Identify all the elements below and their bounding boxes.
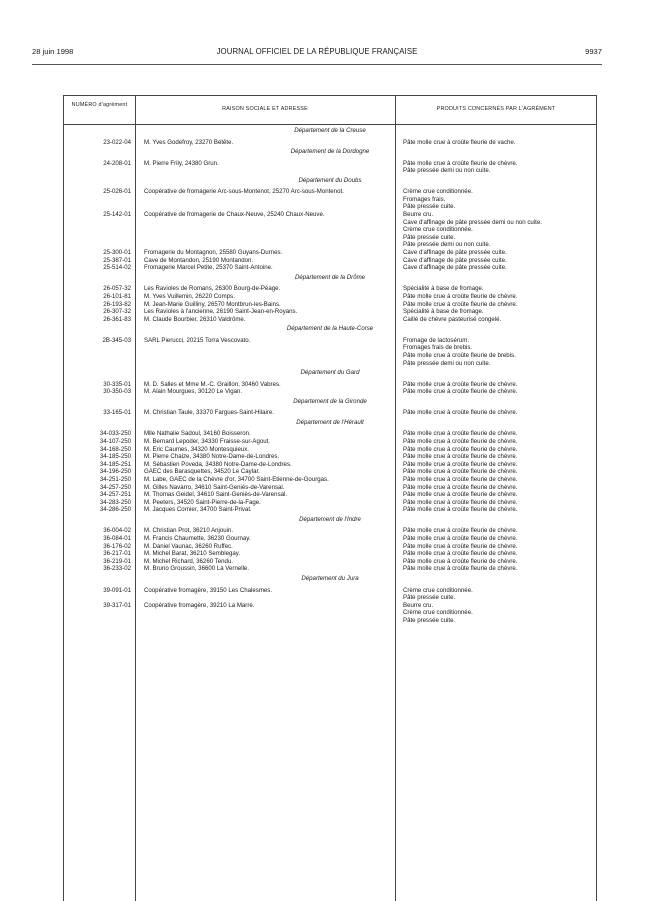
product-item: Crème crue conditionnée. [403, 226, 473, 234]
approval-number: 36-004-02 [103, 527, 131, 535]
product-item: Caillé de chèvre pasteurisé congelé. [403, 315, 502, 323]
products-list [403, 602, 593, 625]
table-row [64, 491, 596, 499]
approval-number: 23-022-04 [103, 138, 131, 146]
products-list [403, 430, 593, 438]
table-row [64, 285, 596, 293]
product-item: Pâte pressée demi ou non cuite. [403, 167, 491, 175]
table-row [64, 461, 596, 469]
company-address: M. Pierre Chaize, 34380 Notre-Dame-de-Londres. [144, 453, 280, 461]
products-list [403, 499, 593, 507]
department-heading: Département de la Gironde [293, 397, 367, 405]
department-heading: Département de la Drôme [294, 273, 366, 281]
products-list [403, 316, 593, 324]
approval-number: 34-168-250 [99, 445, 131, 453]
company-address: M. Bruno Groussin, 36600 La Vernelle. [144, 565, 250, 573]
approval-number: 34-196-250 [99, 468, 131, 476]
product-item: Spécialité à base de fromage. [403, 285, 484, 293]
department-heading: Département de l'Indre [299, 515, 361, 523]
department-heading: Département du Gard [300, 369, 360, 377]
product-item: Pâte molle crue à croûte fleurie de chèvre. [403, 159, 518, 167]
product-item: Pâte molle crue à croûte fleurie de chèvre. [403, 300, 518, 308]
table-row [64, 476, 596, 484]
products-list [403, 587, 593, 602]
product-item: Fromage de lactosérum. [403, 336, 470, 344]
company-address: M. Pierre Frily, 24380 Grun. [144, 159, 219, 167]
company-address: Coopérative de fromagerie Arc-sous-Montenot, 25270 Arc-sous-Montenot. [144, 188, 344, 196]
products-list [403, 211, 593, 249]
table-row [64, 535, 596, 543]
approval-number: 26-057-32 [103, 285, 131, 293]
page-number: 9937 [585, 47, 602, 56]
product-item: Cave d'affinage de pâte pressée cuite. [403, 249, 507, 257]
products-list [403, 139, 593, 147]
approval-number: 30-335-01 [103, 380, 131, 388]
company-address: M. Michel Richard, 36260 Tendu. [144, 557, 233, 565]
product-item: Beurre cru. [403, 211, 434, 219]
product-item: Pâte molle crue à croûte fleurie de chèvre. [403, 527, 518, 535]
product-item: Pâte molle crue à croûte fleurie de chèvre. [403, 292, 518, 300]
products-list [403, 409, 593, 417]
table-row [64, 468, 596, 476]
journal-title: JOURNAL OFFICIEL DE LA RÉPUBLIQUE FRANÇAISE [216, 47, 418, 56]
company-address: M. Alain Mourgues, 30120 Le Vigan. [144, 388, 243, 396]
product-item: Pâte molle crue à croûte fleurie de chèvre. [403, 409, 518, 417]
product-item: Pâte pressée demi ou non cuite. [403, 241, 491, 249]
approval-number: 25-514-02 [103, 264, 131, 272]
products-list [403, 550, 593, 558]
table-row [64, 527, 596, 535]
table-body [64, 125, 596, 625]
products-list [403, 257, 593, 265]
products-list [403, 484, 593, 492]
table-row [64, 249, 596, 257]
products-list [403, 249, 593, 257]
product-item: Pâte molle crue à croûte fleurie de chèvre. [403, 535, 518, 543]
products-list [403, 527, 593, 535]
products-list [403, 160, 593, 175]
products-list [403, 446, 593, 454]
product-item: Pâte molle crue à croûte fleurie de brebis. [403, 351, 516, 359]
approval-number: 34-033-250 [99, 430, 131, 438]
approval-number: 2B-345-03 [102, 336, 131, 344]
product-item: Crème crue conditionnée. [403, 188, 473, 196]
company-address: Coopérative fromagère, 39210 La Marre. [144, 601, 255, 609]
company-address: Coopérative de fromagerie de Chaux-Neuve, 25240 Chaux-Neuve. [144, 211, 325, 219]
table-row [64, 211, 596, 249]
table-row [64, 337, 596, 367]
products-list [403, 285, 593, 293]
company-address: M. D. Salles et Mme M.-C. Graillon, 30460 Vabres. [144, 380, 281, 388]
company-address: M. Peeters, 34520 Saint-Pierre-de-la-Fage. [144, 498, 261, 506]
product-item: Pâte molle crue à croûte fleurie de chèvre. [403, 438, 518, 446]
company-address: M. Daniel Vaunac, 36260 Ruffec. [144, 542, 233, 550]
table-row [64, 587, 596, 602]
table-row [64, 188, 596, 211]
page-header [32, 47, 602, 61]
company-address: Fromagerie du Montagnon, 25580 Guyans-Durnes. [144, 249, 283, 257]
product-item: Pâte pressée cuite. [403, 233, 456, 241]
approval-number: 33-165-01 [103, 409, 131, 417]
approval-number: 34-283-250 [99, 498, 131, 506]
approval-number: 36-084-01 [103, 535, 131, 543]
product-item: Cave d'affinage de pâte pressée demi ou non cuite. [403, 218, 542, 226]
company-address: M. Claude Bourbier, 26310 Valdrôme. [144, 315, 246, 323]
approval-number: 36-233-02 [103, 565, 131, 573]
table-row [64, 438, 596, 446]
approval-number: 25-387-01 [103, 256, 131, 264]
products-list [403, 337, 593, 367]
department-heading: Département de l'Hérault [296, 418, 364, 426]
product-item: Fromages frais de brebis. [403, 344, 473, 352]
product-item: Pâte molle crue à croûte fleurie de chèvre. [403, 542, 518, 550]
column-header-number: NUMÉRO d'agrément [71, 102, 128, 108]
approval-number: 34-185-250 [99, 453, 131, 461]
product-item: Spécialité à base de fromage. [403, 308, 484, 316]
company-address: M. Eric Caumes, 34320 Montesquieux. [144, 445, 249, 453]
table-row [64, 139, 596, 147]
approval-number: 25-300-01 [103, 249, 131, 257]
company-address: Coopérative fromagère, 39150 Les Chalesmes. [144, 586, 273, 594]
department-heading: Département de la Haute-Corse [286, 325, 374, 333]
department-heading: Département de la Dordogne [290, 148, 370, 156]
approval-number: 36-217-01 [103, 550, 131, 558]
product-item: Pâte molle crue à croûte fleurie de chèvre. [403, 565, 518, 573]
column-header-address: RAISON SOCIALE ET ADRESSE [222, 106, 308, 112]
issue-date: 28 juin 1998 [32, 47, 74, 56]
product-item: Beurre cru. [403, 601, 434, 609]
products-list [403, 491, 593, 499]
company-address: Les Ravioles de Romans, 26300 Bourg-de-Péage. [144, 285, 281, 293]
department-heading: Département du Doubs [298, 176, 362, 184]
product-item: Pâte molle crue à croûte fleurie de chèvre. [403, 388, 518, 396]
products-list [403, 438, 593, 446]
table-header [64, 96, 596, 125]
product-item: Cave d'affinage de pâte pressée cuite. [403, 264, 507, 272]
table-row [64, 506, 596, 514]
approval-number: 39-317-01 [103, 601, 131, 609]
product-item: Pâte molle crue à croûte fleurie de chèvre. [403, 430, 518, 438]
table-row [64, 293, 596, 301]
table-row [64, 257, 596, 265]
product-item: Pâte pressée cuite. [403, 203, 456, 211]
table-row [64, 381, 596, 389]
company-address: M. Jacques Cornier, 34700 Saint-Privat. [144, 506, 252, 514]
table-row [64, 499, 596, 507]
products-list [403, 301, 593, 309]
product-item: Pâte molle crue à croûte fleurie de chèvre. [403, 498, 518, 506]
product-item: Pâte molle crue à croûte fleurie de chèvre. [403, 483, 518, 491]
approval-number: 36-219-01 [103, 557, 131, 565]
header-rule [32, 64, 602, 65]
table-row [64, 446, 596, 454]
products-list [403, 535, 593, 543]
column-header-products: PRODUITS CONCERNÉS PAR L'AGRÉMENT [436, 106, 556, 112]
table-row [64, 308, 596, 316]
products-list [403, 543, 593, 551]
company-address: Les Ravioles à l'ancienne, 26190 Saint-Jean-en-Royans. [144, 308, 298, 316]
company-address: M. Labe, GAEC de la Chèvre d'or, 34700 Saint-Etienne-de-Gourgas. [144, 476, 329, 483]
product-item: Pâte molle crue à croûte fleurie de chèvre. [403, 557, 518, 565]
product-item: Pâte molle crue à croûte fleurie de chèvre. [403, 476, 518, 483]
table-row [64, 550, 596, 558]
product-item: Cave d'affinage de pâte pressée cuite. [403, 256, 507, 264]
company-address: M. Christian Prot, 36210 Anjouin. [144, 527, 234, 535]
company-address: M. Gilles Navarro, 34610 Saint-Geniès-de-Varensal. [144, 483, 285, 491]
company-address: M. Yves Vuillemin, 26220 Comps. [144, 292, 235, 300]
approval-number: 34-251-250 [99, 476, 131, 483]
approval-number: 34-286-250 [99, 506, 131, 514]
approval-number: 26-101-81 [103, 292, 131, 300]
product-item: Pâte pressée cuite. [403, 616, 456, 624]
table-row [64, 301, 596, 309]
product-item: Pâte molle crue à croûte fleurie de chèvre. [403, 468, 518, 476]
table-row [64, 602, 596, 625]
approval-number: 36-176-02 [103, 542, 131, 550]
company-address: M. Sébastien Poveda, 34380 Notre-Dame-de-Londres. [144, 460, 292, 468]
approval-number: 39-091-01 [103, 586, 131, 594]
table-row [64, 388, 596, 396]
product-item: Pâte molle crue à croûte fleurie de chèvre. [403, 491, 518, 499]
table-row [64, 484, 596, 492]
company-address: M. Thomas Geidel, 34610 Saint-Geniès-de-Varensal. [144, 491, 288, 499]
products-list [403, 264, 593, 272]
product-item: Pâte molle crue à croûte fleurie de chèvre. [403, 550, 518, 558]
approval-number: 26-193-82 [103, 300, 131, 308]
department-heading: Département de la Creuse [294, 127, 366, 134]
approval-number: 24-208-01 [103, 159, 131, 167]
approval-number: 34-257-251 [99, 491, 131, 499]
table-row [64, 430, 596, 438]
approval-number: 34-257-250 [99, 483, 131, 491]
product-item: Pâte molle crue à croûte fleurie de chèvre. [403, 453, 518, 461]
product-item: Pâte pressée cuite. [403, 594, 456, 602]
products-list [403, 476, 593, 484]
table-row [64, 160, 596, 175]
table-row [64, 558, 596, 566]
product-item: Fromages frais. [403, 195, 446, 203]
product-item: Pâte molle crue à croûte fleurie de chèvre. [403, 506, 518, 514]
products-list [403, 565, 593, 573]
product-item: Pâte molle crue à croûte fleurie de chèvre. [403, 445, 518, 453]
company-address: M. Bernard Lepoder, 34330 Fraisse-sur-Agout. [144, 438, 271, 446]
approval-number: 30-350-03 [103, 388, 131, 396]
approval-number: 26-307-32 [103, 308, 131, 316]
company-address: M. Francis Chaumette, 36230 Gournay. [144, 535, 251, 543]
table-row [64, 409, 596, 417]
products-list [403, 293, 593, 301]
product-item: Pâte molle crue à croûte fleurie de vache. [403, 138, 516, 146]
product-item: Crème crue conditionnée. [403, 586, 473, 594]
products-list [403, 468, 593, 476]
company-address: SARL Pierucci, 20215 Torra Vescovato. [144, 336, 251, 344]
products-list [403, 453, 593, 461]
company-address: M. Christian Taule, 33370 Fargues-Saint-Hilaire. [144, 409, 274, 417]
product-item: Crème crue conditionnée. [403, 609, 473, 617]
company-address: M. Michel Barat, 36210 Semblegay. [144, 550, 241, 558]
company-address: Cave de Montandon, 25190 Montandon. [144, 256, 254, 264]
products-list [403, 506, 593, 514]
department-heading: Département du Jura [301, 575, 359, 583]
products-list [403, 308, 593, 316]
products-list [403, 188, 593, 211]
approval-number: 25-142-01 [103, 211, 131, 219]
table-row [64, 565, 596, 573]
products-list [403, 558, 593, 566]
company-address: Mlle Nathalie Sadoul, 34160 Boisseron. [144, 430, 251, 438]
table-row [64, 316, 596, 324]
table-row [64, 453, 596, 461]
approval-number: 25-026-01 [103, 188, 131, 196]
company-address: GAEC des Barasquettes, 34520 Le Caylar. [144, 468, 260, 476]
company-address: Fromagerie Marcel Petite, 25370 Saint-Antoine. [144, 264, 273, 272]
table-row [64, 264, 596, 272]
products-list [403, 461, 593, 469]
approval-number: 34-185-251 [99, 460, 131, 468]
product-item: Pâte pressée demi ou non cuite. [403, 359, 491, 367]
approval-number: 34-107-250 [99, 438, 131, 446]
product-item: Pâte molle crue à croûte fleurie de chèvre. [403, 460, 518, 468]
company-address: M. Jean-Marie Guilliny, 26570 Montbrun-les-Bains. [144, 300, 281, 308]
table-row [64, 543, 596, 551]
products-list [403, 381, 593, 389]
products-list [403, 388, 593, 396]
product-item: Pâte molle crue à croûte fleurie de chèvre. [403, 380, 518, 388]
approval-number: 26-361-83 [103, 315, 131, 323]
approval-table [63, 95, 597, 901]
company-address: M. Yves Godefroy, 23270 Bétête. [144, 138, 234, 146]
